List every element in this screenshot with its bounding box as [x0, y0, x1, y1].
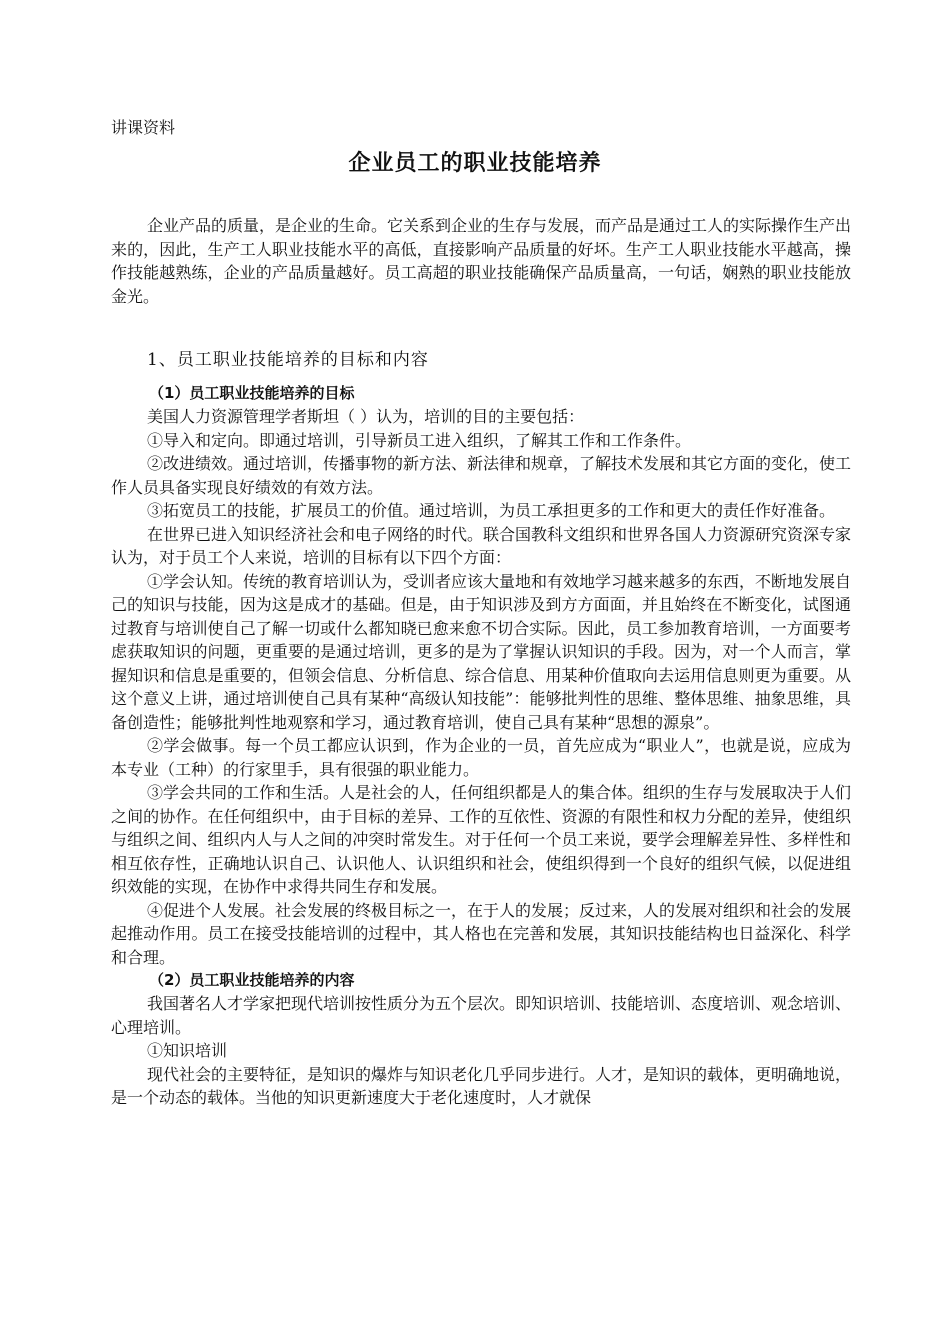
document-body [111, 214, 851, 1110]
section-heading: 1、员工职业技能培养的目标和内容 [147, 350, 429, 370]
paragraph: 现代社会的主要特征，是知识的爆炸与知识老化几乎同步进行。人才，是知识的载体，更明确地说，是一个动态的载体。当他的知识更新速度大于老化速度时，人才就保 [111, 1064, 852, 1107]
paragraph: ①知识培训 [147, 1041, 228, 1060]
paragraph: 在世界已进入知识经济社会和电子网络的时代。联合国教科文组织和世界各国人力资源研究资深专家认为，对于员工个人来说，培训的目标有以下四个方面： [111, 524, 852, 567]
paragraph: 美国人力资源管理学者斯坦（ ）认为，培训的目的主要包括： [147, 407, 585, 426]
paragraph: ①学会认知。传统的教育培训认为，受训者应该大量地和有效地学习越来越多的东西，不断地发展自己的知识与技能，因为这是成才的基础。但是，由于知识涉及到方方面面，并且始终在不断变化，试图通过教育与培训使自己了解一切或什么都知晓已愈来愈不切合实际。因此，员工参加教育培训，一方面要考虑获取知识的问题，更重要的是通过培训，更多的是为了掌握认识知识的手段。因为，对一个人而言，掌握知识和信息是重要的，但领会信息、分析信息、综合信息、用某种价值取向去运用信息则更为重要。从这个意义上讲，通过培训使自己具有某种“高级认知技能”：能够批判性的思维、整体思维、抽象思维，具备创造性；能够批判性地观察和学习，通过教育培训，使自己具有某种“思想的源泉”。 [111, 571, 852, 732]
paragraph: ③拓宽员工的技能，扩展员工的价值。通过培训，为员工承担更多的工作和更大的责任作好准备。 [147, 501, 836, 520]
paragraph: ②学会做事。每一个员工都应认识到，作为企业的一员，首先应成为“职业人”，也就是说，应成为本专业（工种）的行家里手，具有很强的职业能力。 [111, 736, 851, 779]
paragraph: 我国著名人才学家把现代培训按性质分为五个层次。即知识培训、技能培训、态度培训、观念培训、心理培训。 [111, 994, 852, 1037]
subsection-heading: （1）员工职业技能培养的目标 [149, 384, 355, 402]
subsection-heading: （2）员工职业技能培养的内容 [149, 971, 355, 989]
paragraph: ①导入和定向。即通过培训，引导新员工进入组织，了解其工作和工作条件。 [147, 430, 692, 450]
intro-paragraph: 企业产品的质量，是企业的生命。它关系到企业的生存与发展，而产品是通过工人的实际操作生产出来的，因此，生产工人职业技能水平的高低，直接影响产品质量的好坏。生产工人职业技能水平越高，操作技能越熟练，企业的产品质量越好。员工高超的职业技能确保产品质量高，一句话，娴熟的职业技能放金光。 [111, 216, 852, 306]
paragraph: ④促进个人发展。社会发展的终极目标之一，在于人的发展；反过来，人的发展对组织和社会的发展起推动作用。员工在接受技能培训的过程中，其人格也在完善和发展，其知识技能结构也日益深化、科学和合理。 [111, 900, 852, 967]
paragraph: ③学会共同的工作和生活。人是社会的人，任何组织都是人的集合体。组织的生存与发展取决于人们之间的协作。在任何组织中，由于目标的差异、工作的互依性、资源的有限性和权力分配的差异，使组织与组织之间、组织内人与人之间的冲突时常发生。对于任何一个员工来说，要学会理解差异性、多样性和相互依存性，正确地认识自己、认识他人、认识组织和社会，使组织得到一个良好的组织气候，以促进组织效能的实现，在协作中求得共同生存和发展。 [111, 783, 852, 896]
header-label: 讲课资料 [111, 118, 176, 137]
document-title: 企业员工的职业技能培养 [348, 151, 602, 176]
paragraph: ②改进绩效。通过培训，传播事物的新方法、新法律和规章，了解技术发展和其它方面的变化，使工作人员具备实现良好绩效的有效方法。 [111, 454, 852, 497]
